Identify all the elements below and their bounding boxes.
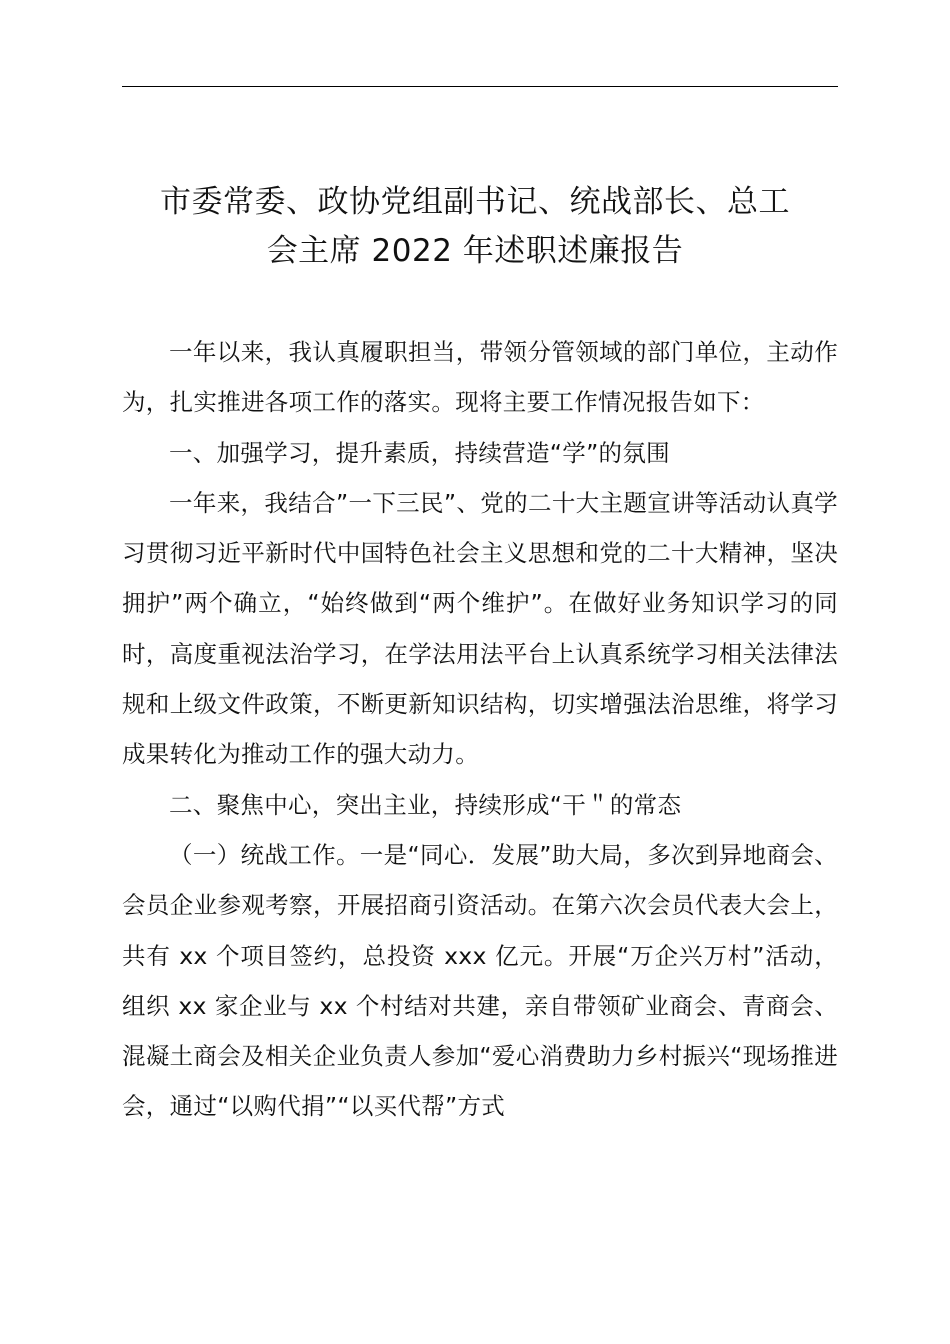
paragraph-intro: 一年以来，我认真履职担当，带领分管领域的部门单位，主动作为，扎实推进各项工作的落实。现将主要工作情况报告如下： [122, 338, 838, 417]
header-rule [122, 86, 838, 87]
title-line-2: 会主席 2022 年述职述廉报告 [266, 233, 684, 269]
document-title [100, 178, 850, 276]
paragraph-united-front: （一）统战工作。一是“同心．发展”助大局，多次到异地商会、会员企业参观考察，开展招商引资活动。在第六次会员代表大会上，共有 xx 个项目签约，总投资 xxx 亿元。开展“万企兴万村”活动，组织 xx 家企业与 xx 个村结对共建，亲自带领矿业商会、青商会、混凝土商会及相关企业负责人参加“爱心消费助力乡村振兴“现场推进会，通过“以购代捐”“以买代帮”方式 [122, 840, 838, 1121]
paragraph-study: 一年来，我结合”一下三民”、党的二十大主题宣讲等活动认真学习贯彻习近平新时代中国特色社会主义思想和党的二十大精神，坚决拥护”两个确立，“始终做到“两个维护”。在做好业务知识学习的同时，高度重视法治学习，在学法用法平台上认真系统学习相关法律法规和上级文件政策，不断更新知识结构，切实增强法治思维，将学习成果转化为推动工作的强大动力。 [122, 488, 838, 769]
title-line-1: 市委常委、政协党组副书记、统战部长、总工 [160, 184, 790, 220]
document-body [122, 327, 838, 1132]
section-heading-1: 一、加强学习，提升素质，持续营造“学”的氛围 [169, 438, 670, 467]
section-heading-2: 二、聚焦中心，突出主业，持续形成“干＂的常态 [169, 790, 682, 819]
